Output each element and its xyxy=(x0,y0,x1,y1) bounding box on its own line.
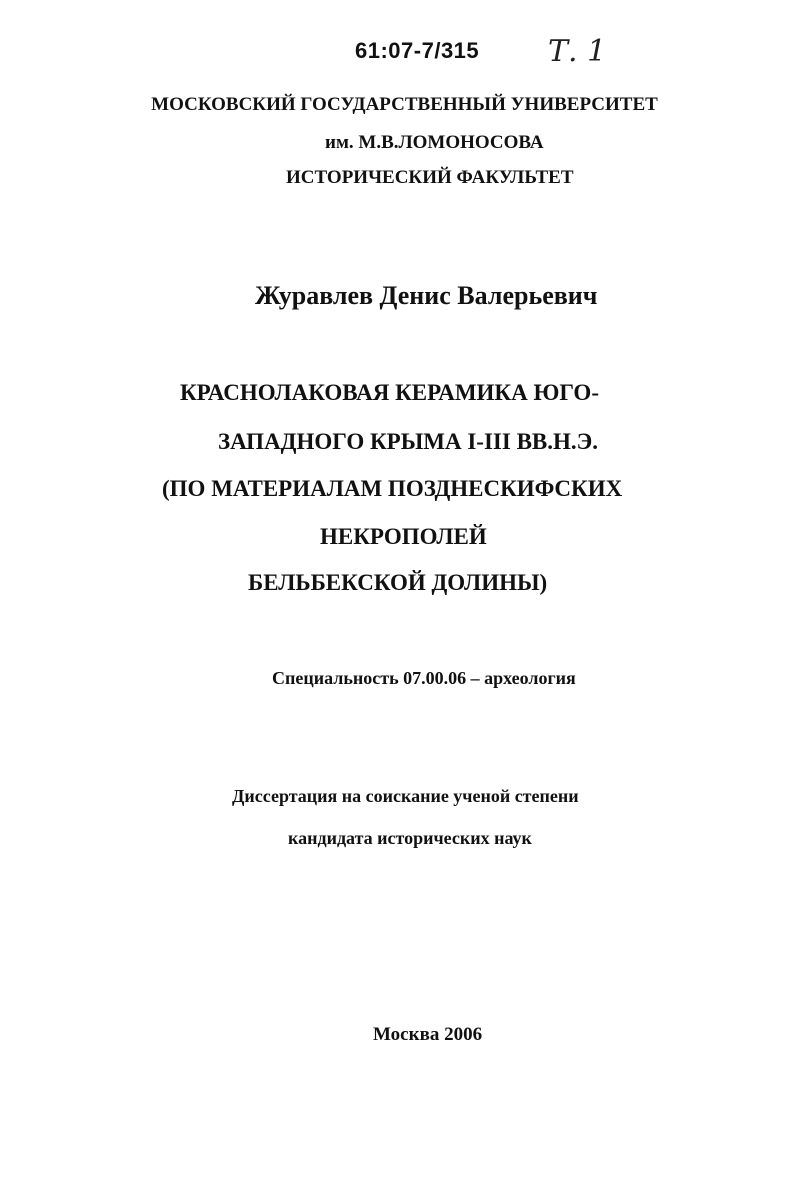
title-line-2: ЗАПАДНОГО КРЫМА I-III ВВ.Н.Э. xyxy=(218,429,598,454)
handwritten-note: Т. 1 xyxy=(548,34,607,69)
catalog-number: 61:07-7/315 xyxy=(355,38,480,63)
degree-line-2: кандидата исторических наук xyxy=(288,828,532,848)
named-after: им. М.В.ЛОМОНОСОВА xyxy=(325,132,544,153)
title-line-5: БЕЛЬБЕКСКОЙ ДОЛИНЫ) xyxy=(248,570,548,595)
faculty-name: ИСТОРИЧЕСКИЙ ФАКУЛЬТЕТ xyxy=(286,167,574,188)
title-line-3: (ПО МАТЕРИАЛАМ ПОЗДНЕСКИФСКИХ xyxy=(162,476,623,501)
specialty: Специальность 07.00.06 – археология xyxy=(272,668,576,688)
city-year: Москва 2006 xyxy=(373,1024,483,1045)
degree-line-1: Диссертация на соискание ученой степени xyxy=(232,786,579,806)
author-name: Журавлев Денис Валерьевич xyxy=(255,281,598,310)
title-line-4: НЕКРОПОЛЕЙ xyxy=(320,524,487,549)
title-line-1: КРАСНОЛАКОВАЯ КЕРАМИКА ЮГО- xyxy=(180,380,599,405)
university-name: МОСКОВСКИЙ ГОСУДАРСТВЕННЫЙ УНИВЕРСИТЕТ xyxy=(151,94,658,115)
